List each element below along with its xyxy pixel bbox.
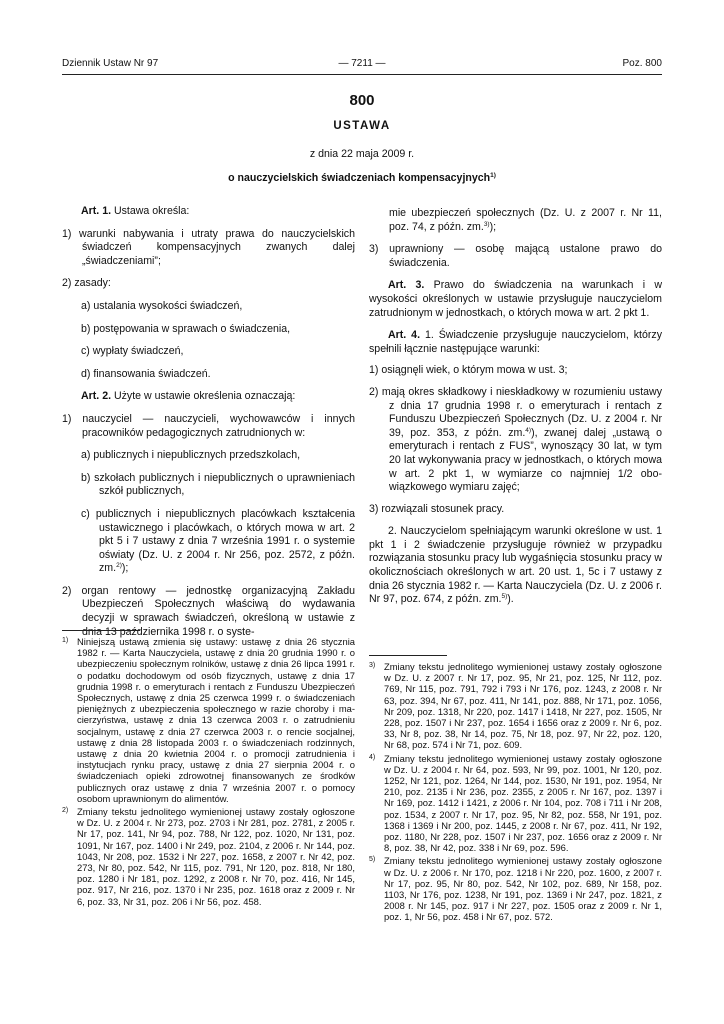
art1-item-2: 2) zasady: [62, 277, 111, 290]
right-column [369, 207, 662, 607]
art2-def-1a: a) publicznych i niepublicznych przedszkolach, [81, 449, 301, 462]
footnote-ref-4: 4) [525, 426, 532, 434]
art1-intro: Art. 1. Ustawa określa: [81, 205, 190, 217]
footnote-5: 5) Zmiany tekstu jednolitego wymienionej ustawy zostały ogłoszone w Dz. U. z 2006 r. Nr 170, poz. 1218 i Nr 220, poz. 1600, z 2007 r. Nr 17, poz. 95, Nr 80, poz. 542, Nr 102, poz. 689, Nr 158, poz. 1103, Nr 176, poz. 1238, Nr 191, poz. 1369 i Nr 247, poz. 1821, z 2008 r. Nr 145, poz. 917 i Nr 227, poz. 1505 oraz z 2009 r. Nr 1, poz. 1, Nr 56, poz. 458 i Nr 67, poz. 572. [369, 855, 662, 923]
art4-para-2: 2. Nauczycielom spełniającym warunki określone w ust. 1 pkt 1 i 2 świadczenie przysługuje również w przypadku rozwiązania stosunku pracy lub wygaśnięcia stosunku pracy w okolicznościach określonych w art. 20 ust. 1, 5c i 7 ustawy z dnia 26 stycznia 1982 r. — Karta Nauczyciela (Dz. U. z 2006 r. Nr 97, poz. 674, z późn. zm.$^{5)}$). [369, 525, 662, 606]
art4-cond-2: 2) mają okres składkowy i nieskładkowy w rozumieniu ustawy z dnia 17 grudnia 1998 r. o emeryturach i rentach z Funduszu Ubezpieczeń Społecznych (Dz. U. z 2004 r. Nr 39, poz. 353, z późn. zm.$^{4)}$), zwanej dalej „ustawą o emeryturach i rentach z FUS”, wynoszący 30 lat, w tym 20 lat wykonywania pracy w jednostkach, o których mowa w art. 2 pkt 1, w wymiarze co najmniej 1/2 obowiązkowego wymiaru zajęć; [369, 385, 662, 494]
art2-def-1c: c) publicznych i niepublicznych placówkach kształcenia ustawicznego i placówkach, o których mowa w art. 2 pkt 5 i 7 ustawy z dnia 7 września 1991 r. o systemie oświaty (Dz. U. z 2004 r. Nr 256, poz. 2572, z późn. zm.$^{2)}$); [81, 507, 355, 575]
art1-item-2c: c) wypłaty świadczeń, [81, 345, 184, 358]
footnote-1: 1) Niniejszą ustawą zmienia się ustawy: ustawę z dnia 26 stycznia 1982 r. — Karta Nauczyciela, ustawę z dnia 20 grudnia 1990 r. o ubezpieczeniu społecznym rolników, ustawę z dnia 26 lipca 1991 r. o podatku dochodowym od osób fizycznych, ustawę z dnia 17 grudnia 1998 r. o emeryturach i rentach z Funduszu Ubezpieczeń Społecznych, ustawę z dnia 25 czerwca 1999 r. o świadczeniach pieniężnych z ubezpieczenia społecznego w razie choroby i macierzyństwa, ustawę z dnia 13 czerwca 2003 r. o zatrudnieniu socjalnym, ustawę z dnia 27 czerwca 2003 r. o rencie socjalnej, ustawę z dnia 28 listopada 2003 r. o świadczeniach rodzinnych, ustawę z dnia 20 kwietnia 2004 r. o promocji zatrudnienia i instytucjach rynku pracy, ustawę z dnia 27 sierpnia 2004 r. o świadczeniach opieki zdrowotnej finansowanych ze środków publicznych oraz ustawę z dnia 7 września 2007 r. o pomocy osobom uprawnionym do alimentów. [62, 636, 355, 804]
art3: Art. 3. Prawo do świadczenia na warunkach i w wysokości określonych w ustawie przysługuje nauczycielom zatrudnionym w jednostkach, o których mowa w art. 2 pkt 1. [369, 279, 663, 319]
header-page-number: — 7211 — [338, 58, 386, 69]
art2-def-2: 2) organ rentowy — jednostkę organizacyjną Zakładu Ubezpieczeń Społecznych właściwą do wydawania decyzji w sprawach świadczeń, określoną w ustawie z dnia 13 października 1998 r. o syste- [62, 584, 355, 638]
art1-label: Art. 1. [81, 205, 112, 217]
left-column [62, 205, 355, 639]
act-date: z dnia 22 maja 2009 r. [309, 148, 415, 160]
footnote-ref-2: 2) [116, 562, 122, 570]
art2-label: Art. 2. [81, 390, 112, 403]
art2-def-1: 1) nauczyciel — nauczycieli, wychowawców i innych pracowników pedagogicznych zatrudnionych w: [62, 412, 355, 439]
header-rule [62, 74, 662, 75]
act-kind: USTAWA [333, 120, 391, 132]
footnote-3: 3) Zmiany tekstu jednolitego wymienionej ustawy zostały ogłoszone w Dz. U. z 2007 r. Nr 17, poz. 95, Nr 21, poz. 125, Nr 112, poz. 769, Nr 115, poz. 791, 792 i 793 i Nr 176, poz. 1243, z 2008 r. Nr 63, poz. 394, Nr 67, poz. 411, Nr 141, poz. 888, Nr 171, poz. 1056, Nr 209, poz. 1318, Nr 220, poz. 1417 i 1418, Nr 227, poz. 1505, Nr 228, poz. 1507 i Nr 237, poz. 1654 i 1656 oraz z 2009 r. Nr 6, poz. 33, Nr 8, poz. 38, Nr 14, poz. 75, Nr 18, poz. 97, Nr 22, poz. 120, Nr 68, poz. 574 i Nr 71, poz. 609. [369, 661, 662, 751]
footnotes-left [62, 636, 355, 909]
art1-item-2b: b) postępowania w sprawach o świadczenia, [81, 322, 291, 335]
art2-def-1b: b) szkołach publicznych i niepublicznych o uprawnieniach szkół publicznych, [81, 471, 355, 498]
act-title-text: o nauczycielskich świadczeniach kompensacyjnych [228, 172, 491, 184]
art4-label: Art. 4. [388, 329, 421, 342]
art3-label: Art. 3. [388, 279, 425, 292]
header-position: Poz. 800 [622, 58, 662, 69]
footnote-rule-left [62, 630, 140, 631]
footnotes-right [369, 661, 662, 925]
footnote-ref-5: 5) [501, 593, 508, 601]
art2-intro: Art. 2. Użyte w ustawie określenia oznaczają: [81, 390, 296, 403]
act-title [62, 172, 662, 184]
footnote-rule-right [369, 655, 447, 656]
footnote-4: 4) Zmiany tekstu jednolitego wymienionej ustawy zostały ogłoszone w Dz. U. z 2004 r. Nr 64, poz. 593, Nr 99, poz. 1001, Nr 120, poz. 1252, Nr 121, poz. 1264, Nr 144, poz. 1530, Nr 191, poz. 1954, Nr 210, poz. 2135 i Nr 236, poz. 2355, z 2005 r. Nr 167, poz. 1397 i Nr 169, poz. 1412 i 1421, z 2006 r. Nr 104, poz. 708 i 711 i Nr 208, poz. 1534, z 2007 r. Nr 17, poz. 95, Nr 82, poz. 558, Nr 191, poz. 1368 i 1369 i Nr 200, poz. 1445, z 2008 r. Nr 67, poz. 411, Nr 192, poz. 1180, Nr 228, poz. 1507 i Nr 237, poz. 1656 oraz z 2009 r. Nr 8, poz. 38, Nr 42, poz. 338 i Nr 69, poz. 596. [369, 752, 662, 854]
art1-item-2d: d) finansowania świadczeń. [81, 367, 211, 380]
footnote-ref-3: 3) [483, 220, 490, 228]
footnote-2: 2) Zmiany tekstu jednolitego wymienionej ustawy zostały ogłoszone w Dz. U. z 2004 r. Nr 273, poz. 2703 i Nr 281, poz. 2781, z 2005 r. Nr 17, poz. 141, Nr 94, poz. 788, Nr 122, poz. 1020, Nr 131, poz. 1091, Nr 167, poz. 1400 i Nr 249, poz. 2104, z 2006 r. Nr 144, poz. 1043, Nr 208, poz. 1532 i Nr 227, poz. 1658, z 2007 r. Nr 42, poz. 273, Nr 80, poz. 542, Nr 115, poz. 791, Nr 120, poz. 818, Nr 180, poz. 1280 i Nr 181, poz. 1292, z 2008 r. Nr 70, poz. 416, Nr 145, poz. 917, Nr 216, poz. 1370 i Nr 235, poz. 1618 oraz z 2009 r. Nr 6, poz. 33, Nr 31, poz. 206 i Nr 56, poz. 458. [62, 806, 355, 907]
act-number: 800 [349, 92, 375, 109]
art4-cond-3: 3) rozwiązali stosunek pracy. [369, 502, 505, 515]
act-title-footnote-ref: 1) [490, 172, 496, 179]
art1-item-2a: a) ustalania wysokości świadczeń, [81, 299, 243, 312]
art4-intro: Art. 4. 1. Świadczenie przysługuje nauczycielom, którzy spełnili łącznie następujące warunki: [369, 329, 662, 355]
art2-def-3: 3) uprawniony — osobę mającą ustalone prawo do świadczenia. [369, 243, 662, 269]
art1-item-1: 1) warunki nabywania i utraty prawa do nauczycielskich świadczeń kompensacyjnych zwanych dalej „świadczeniami”; [62, 227, 355, 267]
header-journal: Dziennik Ustaw Nr 97 [62, 58, 159, 69]
art2-def-2-cont: mie ubezpieczeń społecznych (Dz. U. z 2007 r. Nr 11, poz. 74, z późn. zm.$^{3)}$); [389, 207, 662, 233]
art4-cond-1: 1) osiągnęli wiek, o którym mowa w ust. 3; [369, 364, 568, 377]
